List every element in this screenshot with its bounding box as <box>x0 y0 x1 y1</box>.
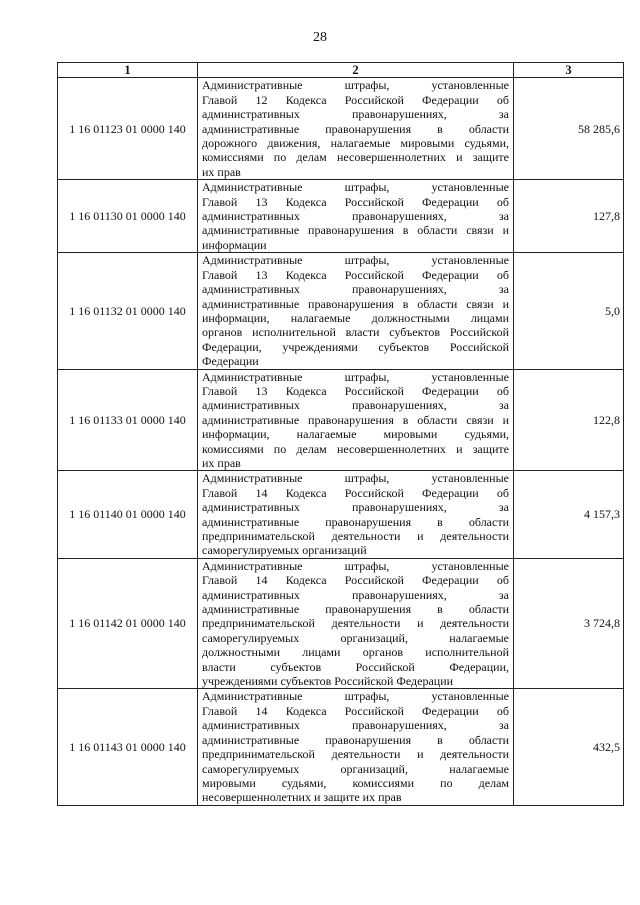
table-row <box>58 689 624 805</box>
revenue-amount: 432,5 <box>514 689 624 805</box>
description-line: саморегулируемых организаций <box>202 543 367 558</box>
description-line: комиссиями по делам несовершеннолетних и защите <box>202 150 509 165</box>
description-line: власти субъектов Российской Федерации, <box>202 659 509 674</box>
description-line: административных правонарушениях, за <box>202 107 509 122</box>
revenue-code: 1 16 01140 01 0000 140 <box>58 471 198 558</box>
description-line: Главой 13 Кодекса Российской Федерации об <box>202 383 509 398</box>
revenue-description <box>198 471 514 558</box>
description-line: саморегулируемых организаций, налагаемые <box>202 630 509 645</box>
description-line: Главой 14 Кодекса Российской Федерации об <box>202 573 509 588</box>
description-line: учреждениями субъектов Российской Федерации <box>202 674 454 689</box>
revenue-code: 1 16 01142 01 0000 140 <box>58 558 198 689</box>
description-line: административные правонарушения в области <box>202 602 509 617</box>
revenue-amount: 5,0 <box>514 253 624 369</box>
page-number: 28 <box>313 30 327 45</box>
description-line: их прав <box>202 455 241 470</box>
revenue-code: 1 16 01130 01 0000 140 <box>58 180 198 253</box>
revenue-amount: 4 157,3 <box>514 471 624 558</box>
revenue-description <box>198 689 514 805</box>
description-line: административных правонарушениях, за <box>202 209 509 224</box>
table-row <box>58 180 624 253</box>
revenue-code: 1 16 01133 01 0000 140 <box>58 369 198 471</box>
table-row <box>58 78 624 180</box>
revenue-description <box>198 369 514 471</box>
table-row <box>58 558 624 689</box>
description-line: несовершеннолетних и защите их прав <box>202 790 402 805</box>
revenue-description <box>198 558 514 689</box>
description-line: предпринимательской деятельности и деятельности <box>202 616 509 631</box>
description-line: мировыми судьями, комиссиями по делам <box>202 775 509 790</box>
revenue-description <box>198 180 514 253</box>
description-line: административные правонарушения в области связи и <box>202 223 509 238</box>
description-line: Главой 13 Кодекса Российской Федерации об <box>202 267 509 282</box>
revenue-amount: 58 285,6 <box>514 78 624 180</box>
description-line: административных правонарушениях, за <box>202 500 509 515</box>
revenue-code: 1 16 01123 01 0000 140 <box>58 78 198 180</box>
description-line: органов исполнительной власти субъектов Российской <box>202 325 509 340</box>
description-line: административные правонарушения в области <box>202 514 509 529</box>
column-header-1: 1 <box>58 63 198 78</box>
description-line: административных правонарушениях, за <box>202 398 509 413</box>
description-line: Административные штрафы, установленные <box>202 78 509 93</box>
description-line: информации, налагаемые мировыми судьями, <box>202 427 509 442</box>
description-line: комиссиями по делам несовершеннолетних и защите <box>202 441 509 456</box>
description-line: Главой 12 Кодекса Российской Федерации об <box>202 92 509 107</box>
revenue-table <box>57 62 624 806</box>
column-header-3: 3 <box>514 63 624 78</box>
description-line: Административные штрафы, установленные <box>202 180 509 195</box>
description-line: Федерации, учреждениями субъектов Российской <box>202 339 509 354</box>
revenue-code: 1 16 01132 01 0000 140 <box>58 253 198 369</box>
description-line: административные правонарушения в области <box>202 732 509 747</box>
description-line: Главой 14 Кодекса Российской Федерации об <box>202 485 509 500</box>
description-line: дорожного движения, налагаемые мировыми судьями, <box>202 136 509 151</box>
description-line: Административные штрафы, установленные <box>202 689 509 704</box>
table-row <box>58 471 624 558</box>
description-line: Административные штрафы, установленные <box>202 558 509 573</box>
column-header-2: 2 <box>198 63 514 78</box>
description-line: Административные штрафы, установленные <box>202 369 509 384</box>
description-line: административных правонарушениях, за <box>202 587 509 602</box>
revenue-amount: 122,8 <box>514 369 624 471</box>
description-line: предпринимательской деятельности и деятельности <box>202 529 509 543</box>
revenue-amount: 127,8 <box>514 180 624 253</box>
description-line: административные правонарушения в области связи и <box>202 412 509 427</box>
description-line: должностными лицами органов исполнительной <box>202 645 509 660</box>
description-line: информации <box>202 237 267 252</box>
description-line: информации, налагаемые должностными лицами <box>202 310 509 325</box>
description-line: Главой 14 Кодекса Российской Федерации об <box>202 703 509 718</box>
description-line: Федерации <box>202 354 259 369</box>
description-line: саморегулируемых организаций, налагаемые <box>202 761 509 776</box>
description-line: предпринимательской деятельности и деятельности <box>202 747 509 762</box>
revenue-description <box>198 78 514 180</box>
table-row <box>58 369 624 471</box>
revenue-amount: 3 724,8 <box>514 558 624 689</box>
description-line: административных правонарушениях, за <box>202 718 509 733</box>
table-header-row <box>58 63 624 78</box>
description-line: Административные штрафы, установленные <box>202 253 509 268</box>
revenue-code: 1 16 01143 01 0000 140 <box>58 689 198 805</box>
table-row <box>58 253 624 369</box>
description-line: Административные штрафы, установленные <box>202 471 509 486</box>
description-line: административных правонарушениях, за <box>202 282 509 297</box>
description-line: административные правонарушения в области <box>202 121 509 136</box>
description-line: административные правонарушения в области связи и <box>202 296 509 311</box>
description-line: их прав <box>202 164 241 179</box>
revenue-description <box>198 253 514 369</box>
description-line: Главой 13 Кодекса Российской Федерации об <box>202 194 509 209</box>
